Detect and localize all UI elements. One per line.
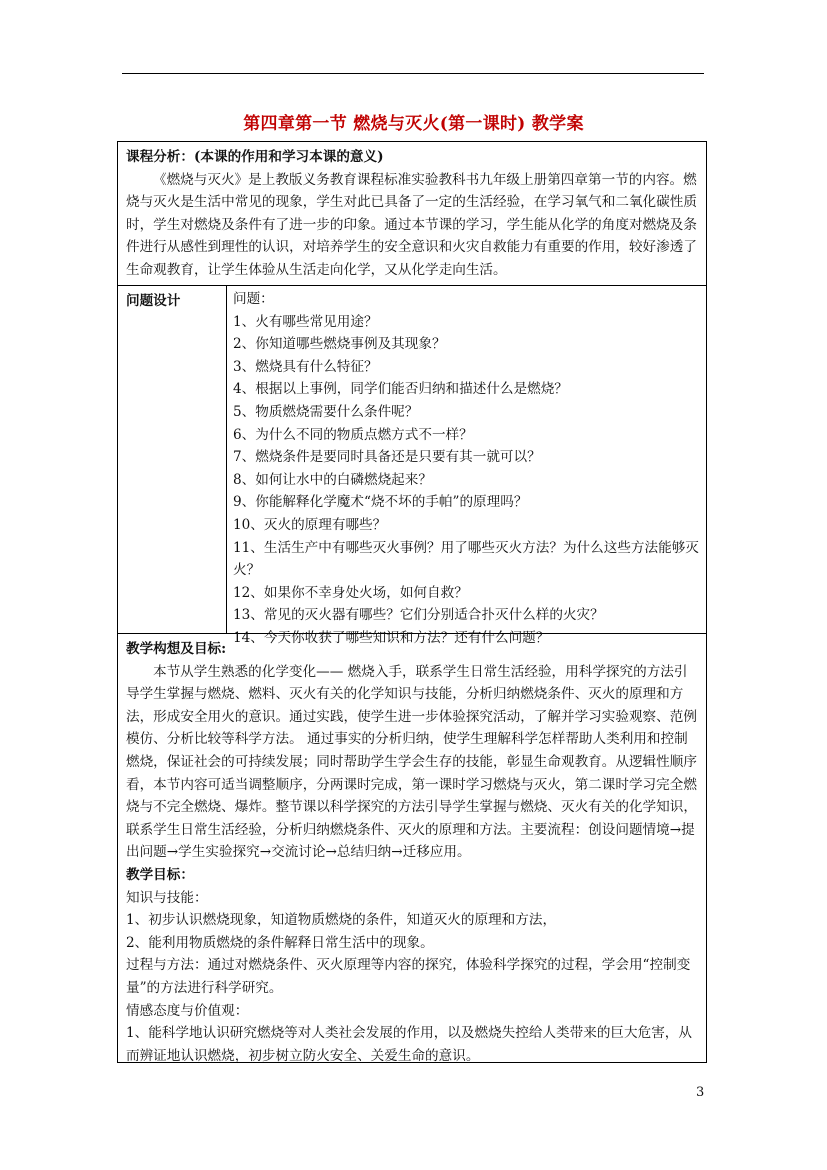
list-item: 9、你能解释化学魔术“烧不坏的手帕”的原理吗？ (233, 494, 528, 511)
questions-row (118, 286, 706, 646)
knowledge-label: 知识与技能： (126, 889, 208, 906)
emotion-item-1: 1、能科学地认识研究燃烧等对人类社会发展的作用，以及燃烧失控给人类带来的巨大危害，从而辨证地认识燃烧，初步树立防火安全、关爱生命的意识。 (126, 1025, 692, 1064)
lesson-plan-table (117, 141, 707, 1063)
list-item: 4、根据以上事例，同学们能否归纳和描述什么是燃烧？ (233, 381, 568, 398)
analysis-heading: 课程分析：(本课的作用和学习本课的意义) (126, 149, 384, 165)
design-body: 本节从学生熟悉的化学变化—— 燃烧入手，联系学生日常生活经验，用科学探究的方法引导学生掌握与燃烧、燃料、灭火有关的化学知识与技能，分析归纳燃烧条件、灭火的原理和方法，形成安全用火的意识。通过实践，使学生进一步体验探究活动，了解并学习实验观察、范例模仿、分析比较等科学方法。 通过事实的分析归纳，使学生理解科学怎样帮助人类利用和控制燃烧，保证社会的可持续发展；同时帮助学生学会生存的技能，彰显生命观教育。从逻辑性顺序看，本节内容可适当调整顺序，分两课时完成，第一课时学习燃烧与灭火，第二课时学习完全燃烧与不完全燃烧、爆炸。整节课以科学探究的方法引导学生掌握与燃烧、灭火有关的化学知识，联系学生日常生活经验，分析归纳燃烧条件、灭火的原理和方法。主要流程：创设问题情境→提出问题→学生实验探究→交流讨论→总结归纳→迁移应用。 (126, 663, 697, 861)
emotion-label: 情感态度与价值观： (126, 1002, 249, 1019)
knowledge-item-2: 2、能利用物质燃烧的条件解释日常生活中的现象。 (126, 934, 434, 951)
list-item: 11、生活生产中有哪些灭火事例？用了哪些灭火方法？为什么这些方法能够灭火？ (233, 539, 699, 579)
list-item: 1、火有哪些常见用途？ (233, 313, 378, 330)
questions-label: 问题设计 (118, 286, 227, 633)
list-item: 12、如果你不幸身处火场，如何自救？ (233, 584, 468, 601)
list-item: 6、为什么不同的物质点燃方式不一样？ (233, 426, 473, 443)
questions-intro: 问题： (233, 291, 274, 307)
page-number: 3 (696, 1085, 705, 1100)
questions-list (227, 286, 706, 646)
list-item: 3、燃烧具有什么特征？ (233, 358, 378, 375)
list-item: 8、如何让水中的白磷燃烧起来？ (233, 471, 432, 488)
list-item: 10、灭火的原理有哪些？ (233, 516, 387, 533)
list-item: 5、物质燃烧需要什么条件呢？ (233, 403, 419, 420)
list-item: 2、你知道哪些燃烧事例及其现象？ (233, 336, 446, 353)
page-title: 第四章第一节 燃烧与灭火(第一课时) 教学案 (243, 114, 584, 134)
design-heading: 教学构想及目标: (126, 641, 227, 657)
analysis-row (118, 142, 706, 286)
process-text: 过程与方法：通过对燃烧条件、灭火原理等内容的探究，体验科学探究的过程，学会用“控制变量”的方法进行科学研究。 (126, 957, 691, 996)
list-item: 14、今天你收获了哪些知识和方法？还有什么问题？ (233, 629, 550, 646)
design-row (118, 634, 706, 1062)
goals-heading: 教学目标： (126, 866, 194, 883)
list-item: 13、常见的灭火器有哪些？它们分别适合扑灭什么样的火灾？ (233, 607, 604, 624)
list-item: 7、燃烧条件是要同时具备还是只要有其一就可以？ (233, 449, 541, 466)
knowledge-item-1: 1、初步认识燃烧现象，知道物质燃烧的条件，知道灭火的原理和方法， (126, 912, 557, 929)
analysis-body: 《燃烧与灭火》是上教版义务教育课程标准实验教科书九年级上册第四章第一节的内容。燃烧与灭火是生活中常见的现象，学生对此已具备了一定的生活经验，在学习氧气和二氧化碳性质时，学生对燃烧及条件有了进一步的印象。通过本节课的学习，学生能从化学的角度对燃烧及条件进行从感性到理性的认识，对培养学生的安全意识和火灾自救能力有重要的作用，较好渗透了生命观教育，让学生体验从生活走向化学，又从化学走向生活。 (126, 171, 697, 278)
header-rule (122, 73, 704, 74)
